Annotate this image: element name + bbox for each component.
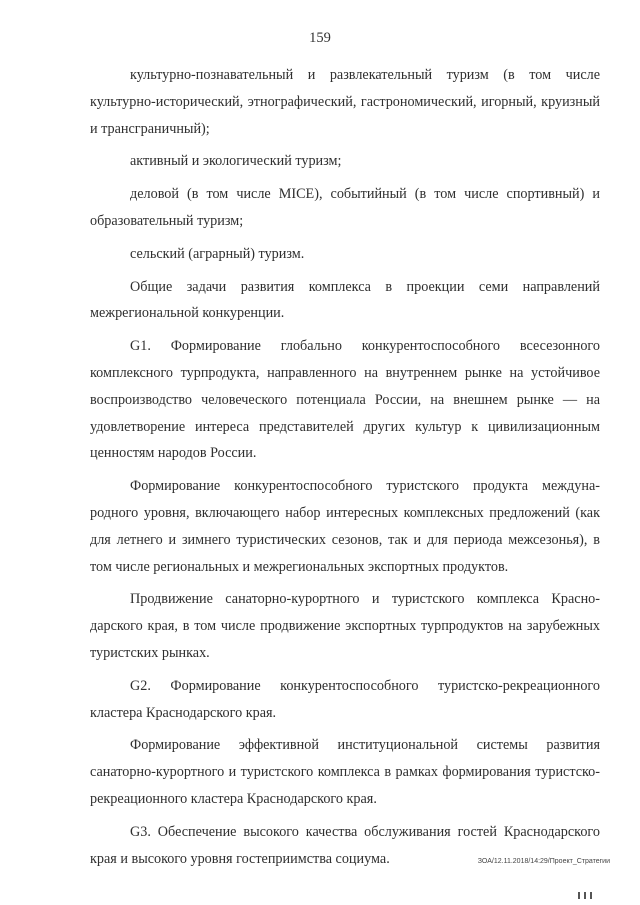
paragraph: G2. Формирование конкурентоспособного туристско-рекреационного кластера Краснодарского края. — [90, 677, 600, 721]
paragraph: деловой (в том числе MICE), событийный (в том числе спортивный) и образовательный туризм; — [90, 186, 600, 229]
cropped-page-mark — [578, 889, 602, 899]
paragraph: активный и экологический туризм; — [130, 153, 342, 170]
paragraph: культурно-познавательный и развлекательный туризм (в том числе культурно-исторический, этнографический, гастрономический, игорный, круизный и трансграничный); — [90, 67, 600, 137]
paragraph: сельский (аграрный) туризм. — [130, 245, 305, 262]
document-body — [90, 62, 600, 878]
paragraph: G1. Формирование глобально конкурентоспособного всесезонного комплексного турпродукта, направленного на внутреннем рынке на устойчивое воспроизводство человеческого потенциала России, на внешнем рынке — на удовлетворение интереса представителей других культур к цивилизационным ценностям народов России. — [90, 338, 600, 462]
paragraph: Продвижение санаторно-курортного и туристского комплекса Краснодарского края, в том числе продвижение экспортных турпродуктов на зарубежных туристских рынках. — [90, 591, 600, 661]
paragraph: Общие задачи развития комплекса в проекции семи направлений межрегиональной конкуренции. — [90, 278, 600, 322]
document-footer-code: ЗОА/12.11.2018/14:29/Проект_Стратегии — [477, 858, 610, 865]
paragraph: Формирование эффективной институциональной системы развития санаторно-курортного и туристского комплекса в рамках формирования туристско-рекреационного кластера Краснодарского края. — [90, 737, 600, 807]
page-number: 159 — [309, 30, 331, 46]
paragraph: G3. Обеспечение высокого качества обслуживания гостей Краснодарского края и высокого уровня гостеприимства социума. — [90, 823, 600, 867]
paragraph: Формирование конкурентоспособного туристского продукта международного уровня, включающего набор интересных комплексных предложений (как для летнего и зимнего туристических сезонов, так и для периода межсезонья), в том числе региональных и межрегиональных экспортных продуктов. — [90, 478, 600, 575]
